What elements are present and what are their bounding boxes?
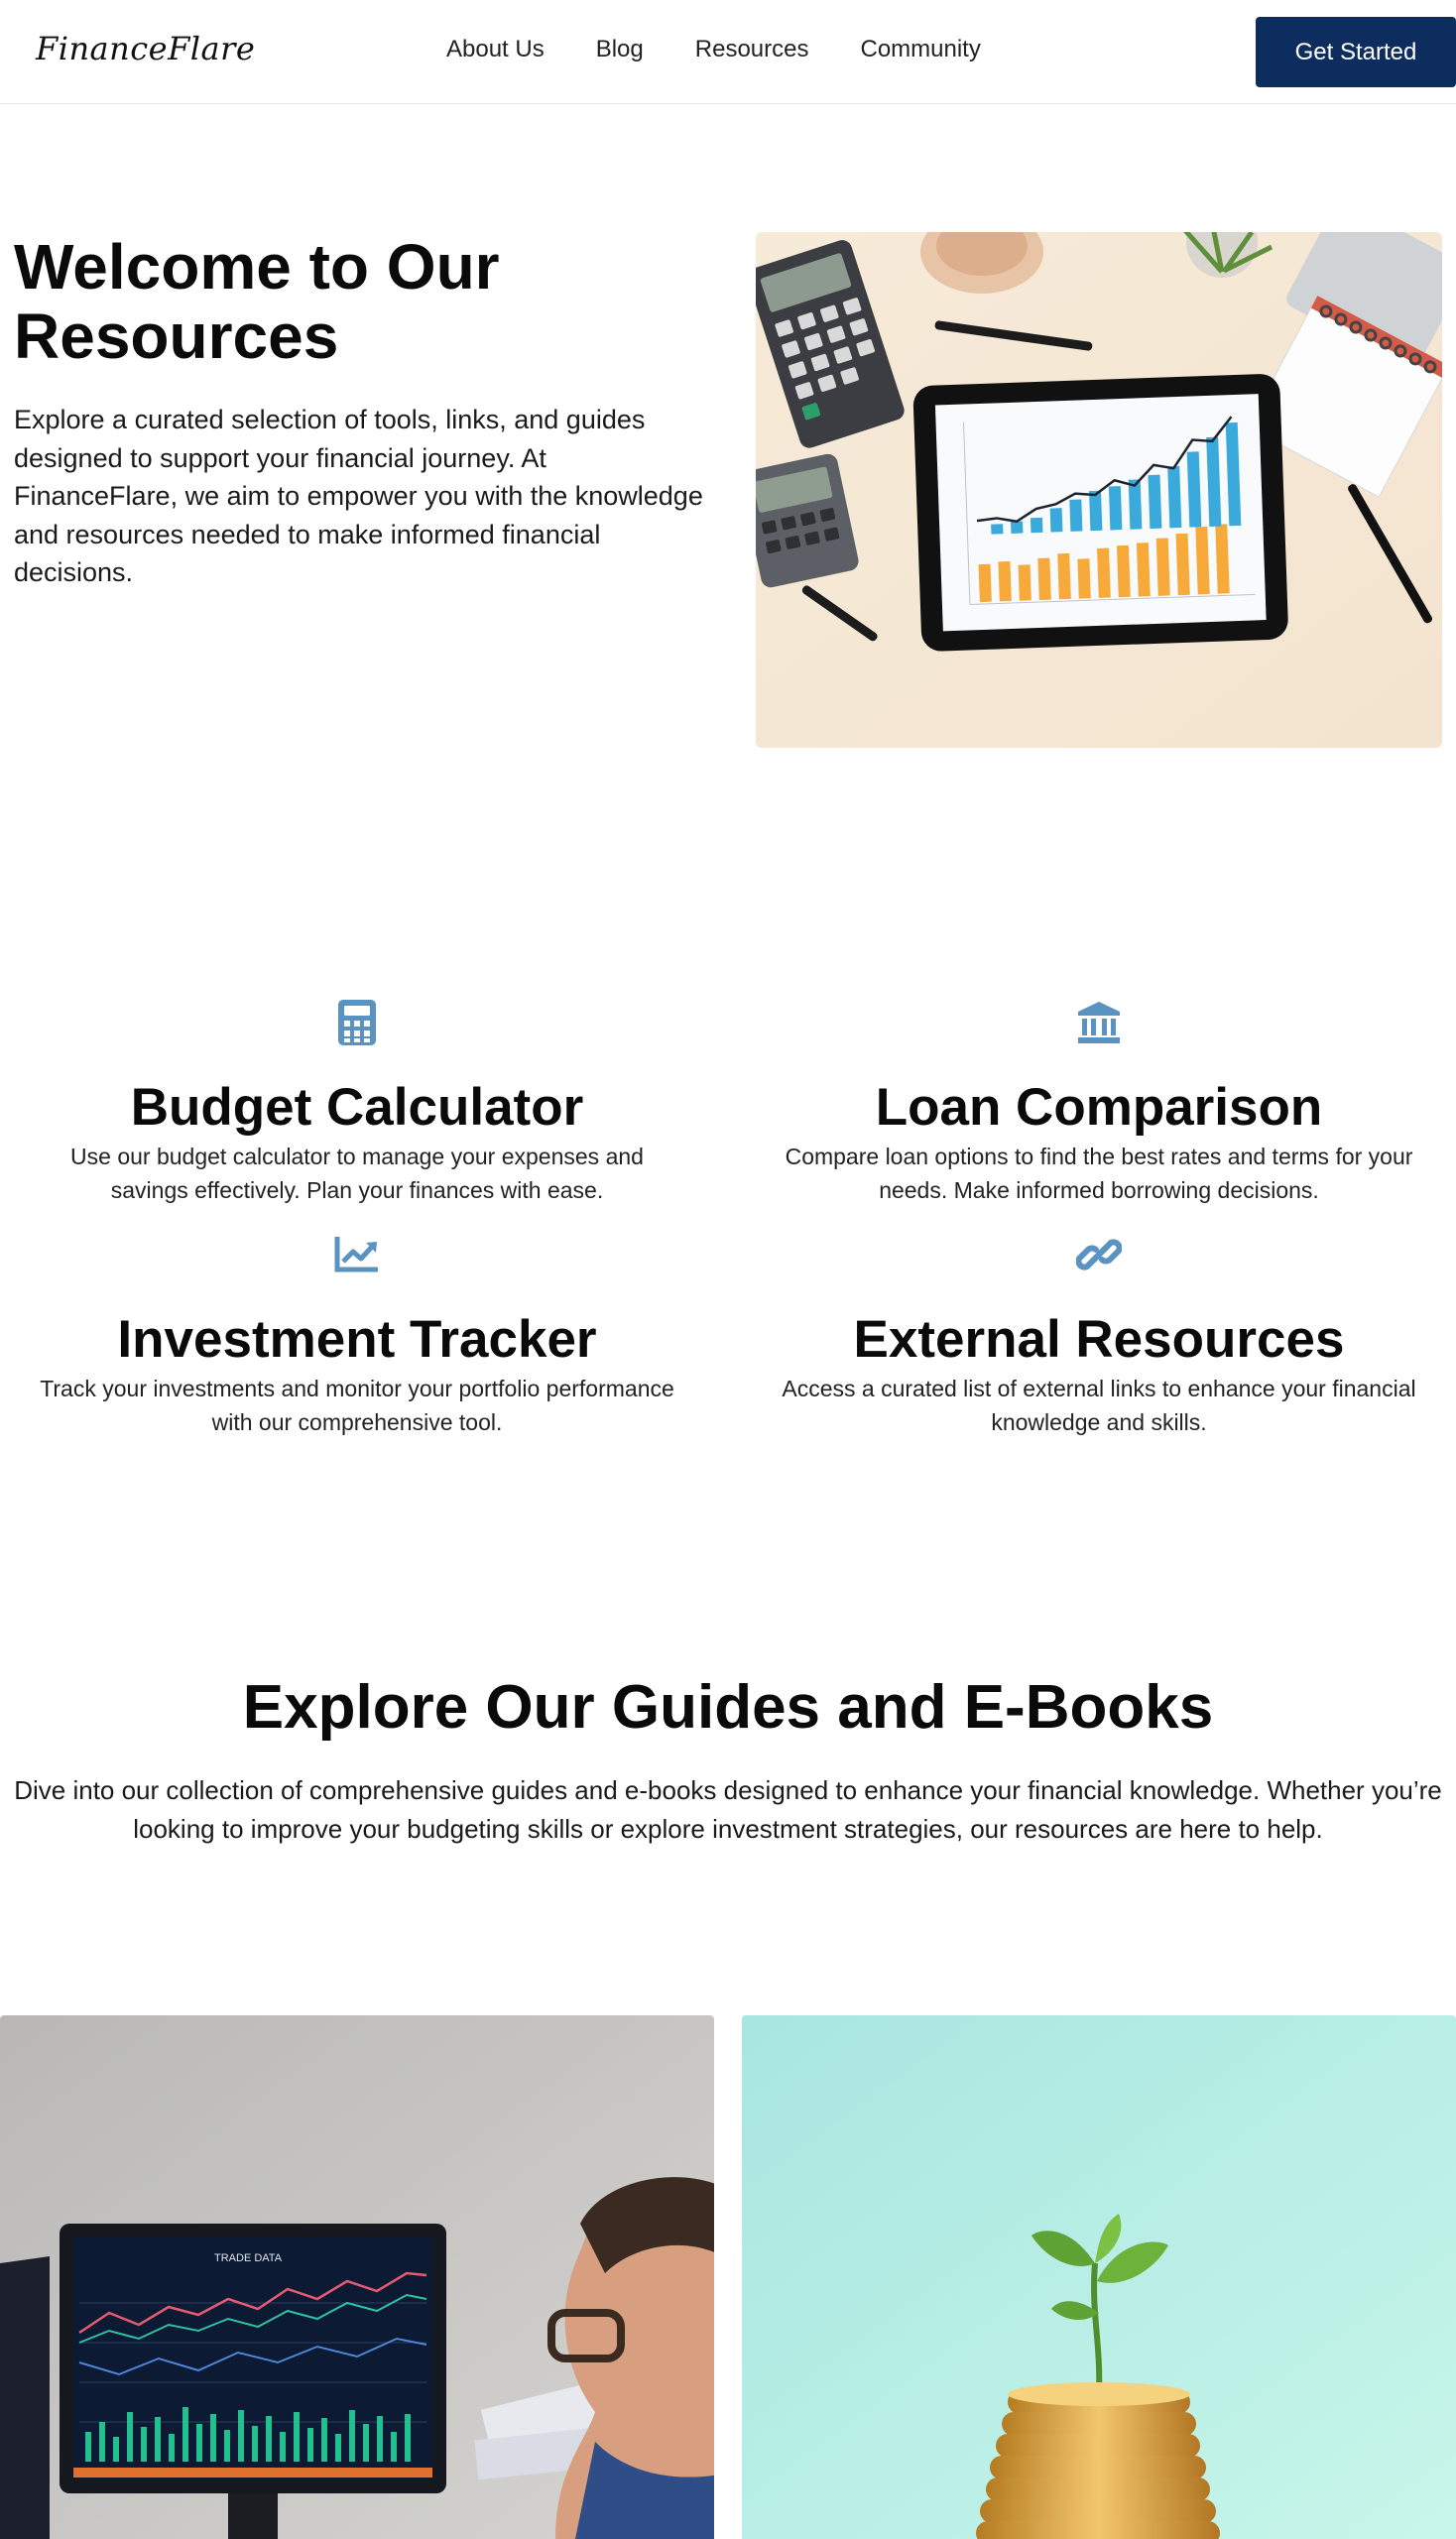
nav-resources[interactable]: Resources	[694, 36, 809, 62]
guides-description: Dive into our collection of comprehensive guides and e-books designed to enhance your financial knowledge. Whether you’re looking to improve your budgeting skills or explore investment strategies, our resources are here to help.	[14, 1775, 1442, 1844]
feature-title: Budget Calculator	[130, 1078, 584, 1137]
hero-title: Welcome to Our Resources	[14, 231, 500, 372]
link-icon	[1076, 1230, 1122, 1279]
svg-text:TRADE DATA: TRADE DATA	[214, 2252, 283, 2264]
get-started-button[interactable]: Get Started	[1256, 17, 1456, 87]
feature-title: Loan Comparison	[875, 1078, 1323, 1137]
site-header	[0, 0, 1456, 104]
feature-investment-tracker[interactable]	[20, 1230, 694, 1439]
feature-description: Access a curated list of external links to enhance your financial knowledge and skills.	[782, 1376, 1416, 1435]
tablet-chart-illustration	[756, 232, 1442, 748]
feature-description: Compare loan options to find the best rates and terms for your needs. Make informed borrowing decisions.	[785, 1144, 1413, 1203]
nav-about-us[interactable]: About Us	[446, 36, 545, 62]
hero-image	[756, 232, 1442, 748]
feature-title: External Resources	[853, 1310, 1345, 1369]
bank-icon	[1076, 998, 1122, 1047]
guide-card-image-trader[interactable]	[0, 2015, 714, 2539]
feature-loan-comparison[interactable]	[762, 998, 1436, 1207]
brand-logo[interactable]: FinanceFlare	[36, 30, 256, 67]
feature-title: Investment Tracker	[117, 1310, 597, 1369]
hero-description: Explore a curated selection of tools, links, and guides designed to support your financial journey. At FinanceFlare, we aim to empower you with the knowledge and resources needed to make informed financial decisions.	[14, 405, 703, 587]
feature-budget-calculator[interactable]	[20, 998, 694, 1207]
main-nav	[446, 36, 981, 63]
trader-monitor-illustration	[0, 2015, 714, 2539]
feature-description: Track your investments and monitor your portfolio performance with our comprehensive tool.	[40, 1376, 674, 1435]
guides-title: Explore Our Guides and E-Books	[242, 1673, 1214, 1742]
calculator-icon	[337, 998, 377, 1047]
feature-description: Use our budget calculator to manage your expenses and savings effectively. Plan your finances with ease.	[70, 1144, 644, 1203]
coin-stack-plant-illustration	[742, 2015, 1456, 2539]
guide-card-image-growth[interactable]	[742, 2015, 1456, 2539]
chart-line-icon	[334, 1230, 380, 1279]
feature-external-resources[interactable]	[762, 1230, 1436, 1439]
nav-community[interactable]: Community	[860, 36, 981, 62]
nav-blog[interactable]: Blog	[595, 36, 644, 62]
